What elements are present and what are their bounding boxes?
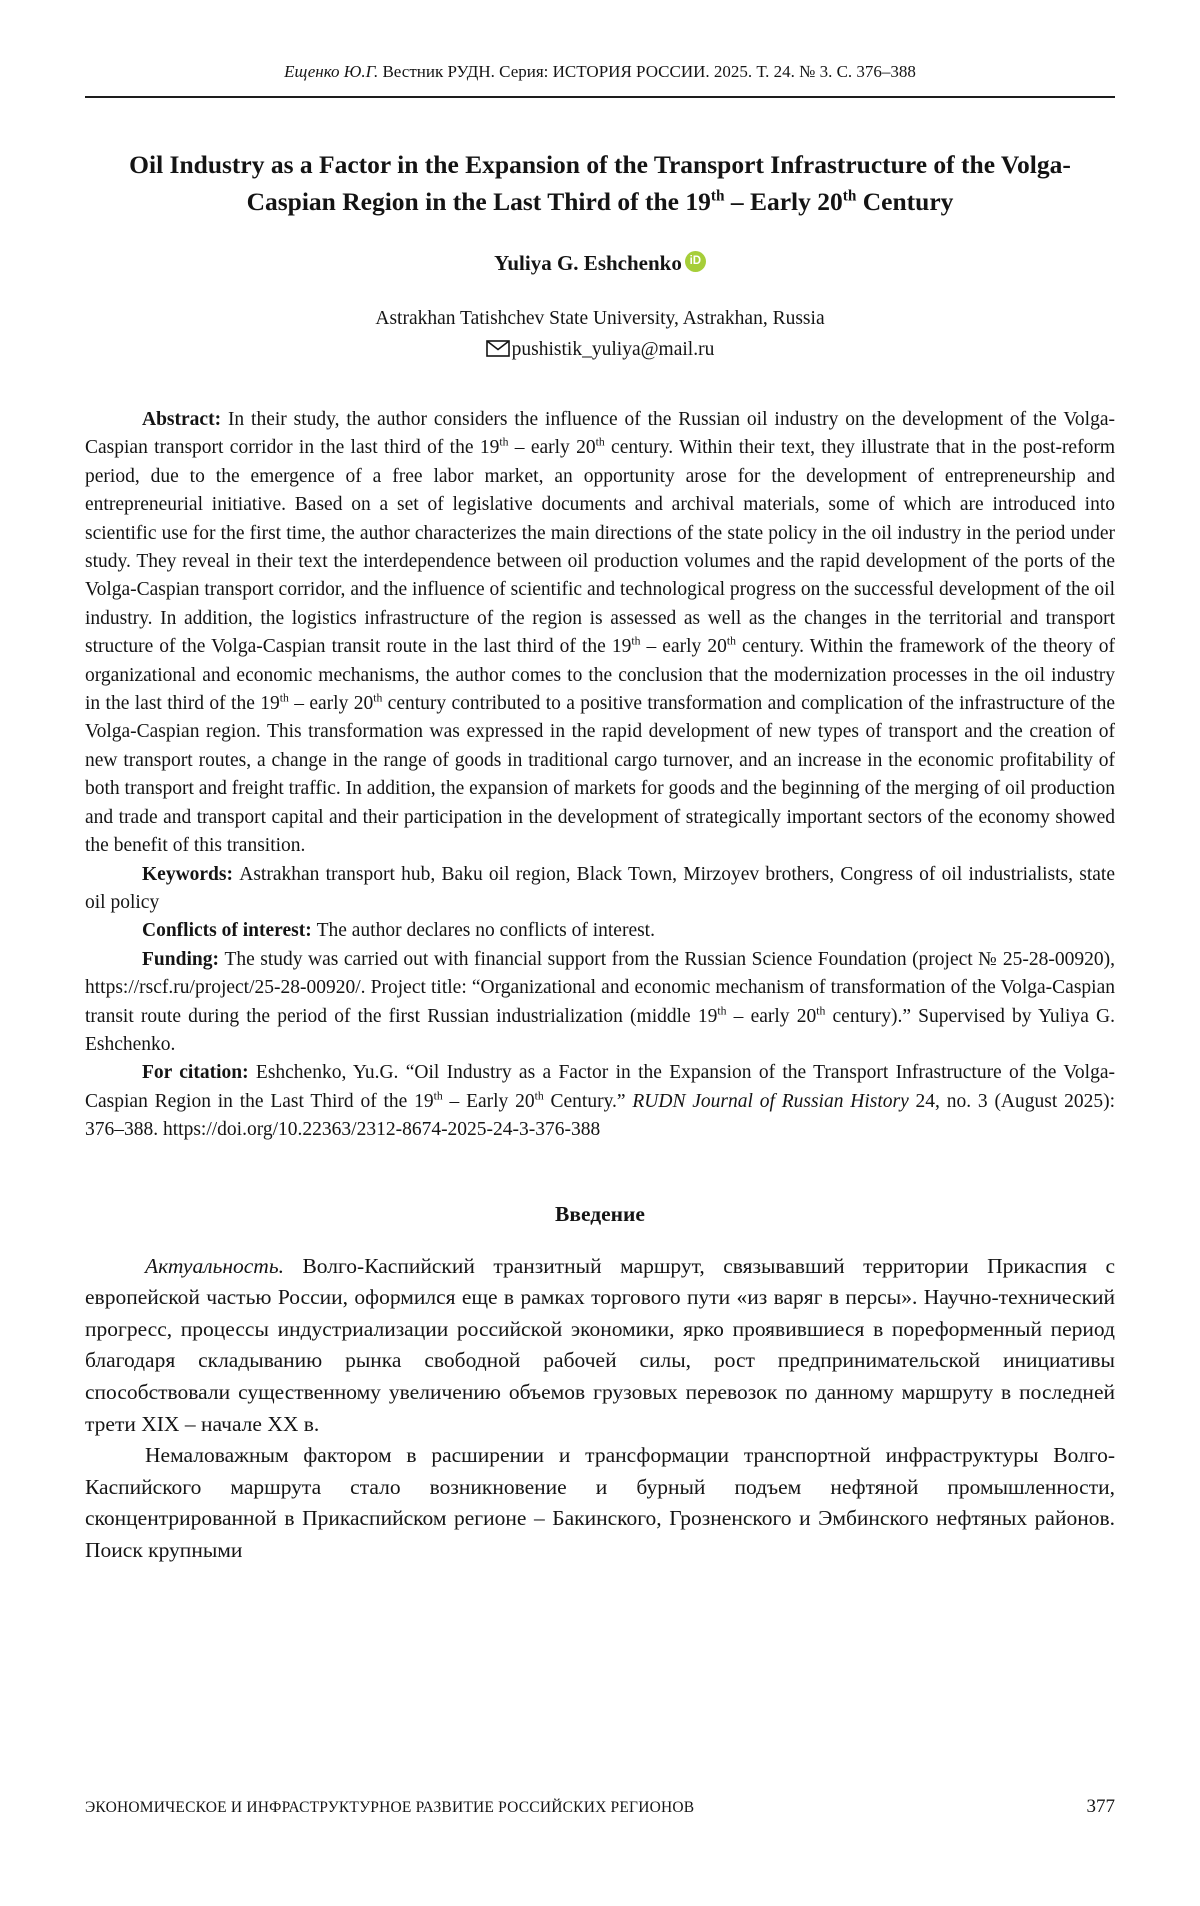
orcid-icon[interactable]: iD xyxy=(685,251,706,272)
for-citation-paragraph: For citation: Eshchenko, Yu.G. “Oil Industry as a Factor in the Expansion of the Transport Infrastructure of the Volga-Caspian Region in the Last Third of the 19th – Early 20th Century.” RUDN Journal of Russian History 24, no. 3 (August 2025): 376–388. https://doi.org/10.22363/2312-8674-2025-24-3-376-388 xyxy=(85,1062,1115,1141)
running-header: Ещенко Ю.Г. Вестник РУДН. Серия: ИСТОРИЯ РОССИИ. 2025. Т. 24. № 3. С. 376–388 xyxy=(284,62,916,81)
keywords-paragraph: Keywords: Astrakhan transport hub, Baku oil region, Black Town, Mirzoyev brothers, Congress of oil industrialists, state oil policy xyxy=(85,863,1115,913)
email-icon xyxy=(486,340,510,357)
author-line xyxy=(85,250,1115,276)
email-address: pushistik_yuliya@mail.ru xyxy=(511,339,715,360)
article-meta xyxy=(85,406,1115,1145)
page-footer xyxy=(85,1796,1115,1818)
abstract-paragraph: Abstract: In their study, the author considers the influence of the Russian oil industry on the development of the Volga-Caspian transport corridor in the last third of the 19th – early 20th century. Within their text, they illustrate that in the post-reform period, due to the emergence of a free labor market, an opportunity arose for the development of entrepreneurship and entrepreneurial initiative. Based on a set of legislative documents and archival materials, some of which are introduced into scientific use for the first time, the author characterizes the main directions of the state policy in the oil industry in the period under study. They reveal in their text the interdependence between oil production volumes and the rapid development of the ports of the Volga-Caspian transport corridor, and the influence of scientific and technological progress on the successful development of the oil industry. In addition, the logistics infrastructure of the region is assessed as well as the changes in the territorial and transport structure of the Volga-Caspian transit route in the last third of the 19th – early 20th century. Within the framework of the theory of organizational and economic mechanisms, the author comes to the conclusion that the modernization processes in the oil industry in the last third of the 19th – early 20th century contributed to a positive transformation and complication of the infrastructure of the Volga-Caspian region. This transformation was expressed in the rapid development of new types of transport and the creation of new transport routes, a change in the range of goods in traditional cargo turnover, and an increase in the economic profitability of both transport and freight traffic. In addition, the expansion of markets for goods and the beginning of the merging of oil production and trade and transport capital and their participation in the development of strategically important sectors of the economy showed the benefit of this transition. xyxy=(85,409,1115,857)
email-line xyxy=(85,338,1115,362)
funding-paragraph: Funding: The study was carried out with financial support from the Russian Science Foundation (project № 25-28-00920), https://rscf.ru/project/25-28-00920/. Project title: “Organizational and economic mechanism of transformation of the Volga-Caspian transit route during the period of the first Russian industrialization (middle 19th – early 20th century).” Supervised by Yuliya G. Eshchenko. xyxy=(85,948,1115,1055)
article-title: Oil Industry as a Factor in the Expansion of the Transport Infrastructure of the Volga-Caspian Region in the Last Third of the 19th – Early 20th Century xyxy=(129,150,1071,216)
affiliation: Astrakhan Tatishchev State University, Astrakhan, Russia xyxy=(375,308,825,329)
footer-section-title: ЭКОНОМИЧЕСКОЕ И ИНФРАСТРУКТУРНОЕ РАЗВИТИЕ РОССИЙСКИХ РЕГИОНОВ xyxy=(85,1799,695,1816)
conflicts-of-interest-paragraph: Conflicts of interest: The author declares no conflicts of interest. xyxy=(142,920,655,942)
paragraph: Актуальность. Волго-Каспийский транзитный маршрут, связывавший территории Прикаспия с европейской частью России, оформился еще в рамках торгового пути «из варяг в персы». Научно-технический прогресс, процессы индустриализации российской экономики, ярко проявившиеся в пореформенный период благодаря складыванию рынка свободной рабочей силы, рост предпринимательской инициативы способствовали существенному увеличению объемов грузовых перевозок по данному маршруту в последней трети XIX – начале XX в. xyxy=(85,1253,1115,1436)
introduction-body xyxy=(85,1251,1115,1567)
email-link[interactable] xyxy=(486,339,715,360)
section-heading-introduction: Введение xyxy=(555,1201,645,1226)
header-divider xyxy=(85,96,1115,98)
author-name: Yuliya G. Eshchenko xyxy=(494,251,682,275)
page-number: 377 xyxy=(1086,1796,1115,1817)
paragraph: Немаловажным фактором в расширении и трансформации транспортной инфраструктуры Волго-Каспийского маршрута стало возникновение и бурный подъем нефтяной промышленности, сконцентрированной в Прикаспийском регионе – Бакинского, Грозненского и Эмбинского нефтяных районов. Поиск крупными xyxy=(85,1443,1115,1562)
